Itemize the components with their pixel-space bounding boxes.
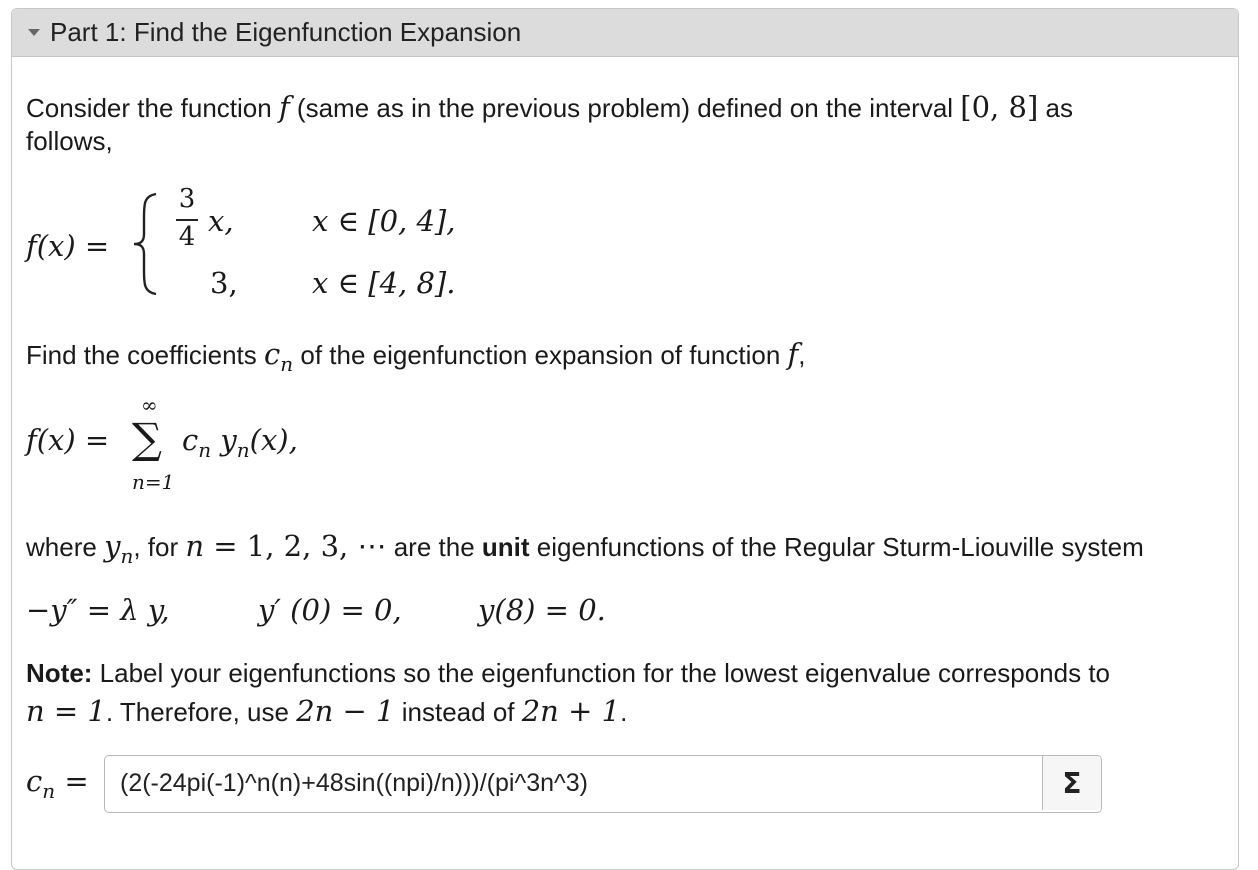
system-eq-2: y′ (0) = 0, [258,593,402,627]
note-text-1: Label your eigenfunctions so the eigenfunction for the lowest eigenvalue corresponds to [99,658,1111,688]
where-unit-bold: unit [481,532,530,562]
case1-value: x, [208,204,234,238]
where-text-b: , for [133,532,179,562]
series-lhs: f(x) = [26,423,110,457]
note-label: Note: [26,658,93,688]
where-n-values: 1, 2, 3, ⋯ [246,529,387,563]
section-title: Part 1: Find the Eigenfunction Expansion [50,17,522,47]
find-comma: , [798,340,806,370]
note-text-c: . [620,697,628,727]
where-line [26,529,1144,568]
find-f: f [787,337,799,371]
intro-interval: [0, 8] [960,90,1039,124]
system-eq-1: −y″ = λ y, [26,593,170,627]
piecewise-lhs: f(x) = [26,229,110,263]
answer-label: $c_n$ = [26,764,89,803]
note-expr-1: 2n − 1 [296,694,395,728]
series-term: $c_n$ $y_n(x)$, [182,423,298,462]
intro-text-c: as [1045,93,1073,123]
where-text-c: are the [393,532,475,562]
note-line-1 [26,658,1110,689]
left-brace [130,190,160,298]
fraction-bar [176,219,198,221]
intro-line-1 [26,90,1073,124]
fraction-denominator: 4 [178,222,196,252]
note-text-b: instead of [401,697,515,727]
case1-condition: x ∈ [0, 4], [312,204,456,238]
collapse-caret-icon[interactable] [28,29,40,36]
intro-f: f [278,90,290,124]
sum-symbol: ∑ [132,414,162,463]
find-text-a: Find the coefficients [26,340,257,370]
intro-text-a: Consider the function [26,93,272,123]
fraction-numerator: 3 [178,184,196,214]
system-eq-3: y(8) = 0. [478,593,606,627]
find-cn: $c_n$ [264,337,294,376]
sum-upper-limit: ∞ [141,393,158,417]
sigma-icon: Σ [1062,766,1082,800]
section-header[interactable] [12,9,1238,57]
answer-input[interactable] [106,757,1038,809]
where-n: n = [185,529,247,563]
note-expr-2: 2n + 1 [521,694,621,728]
answer-field [104,755,1102,813]
find-line [26,337,806,376]
intro-line-2: follows, [26,126,113,156]
sum-lower-limit: n=1 [132,470,175,494]
intro-text-b: (same as in the previous problem) defined on the interval [296,93,954,123]
note-line-2 [26,694,627,728]
equation-editor-button[interactable] [1042,756,1101,810]
note-text-a: . Therefore, use [105,697,289,727]
where-yn: $y_n$ [104,529,134,568]
find-text-b: of the eigenfunction expansion of function [300,340,781,370]
where-text-a: where [26,532,97,562]
where-text-d: eigenfunctions of the Regular Sturm-Liouville system [536,532,1144,562]
case2-condition: x ∈ [4, 8]. [312,266,456,300]
note-n1: n = 1 [26,694,106,728]
case2-value: 3, [210,266,238,300]
